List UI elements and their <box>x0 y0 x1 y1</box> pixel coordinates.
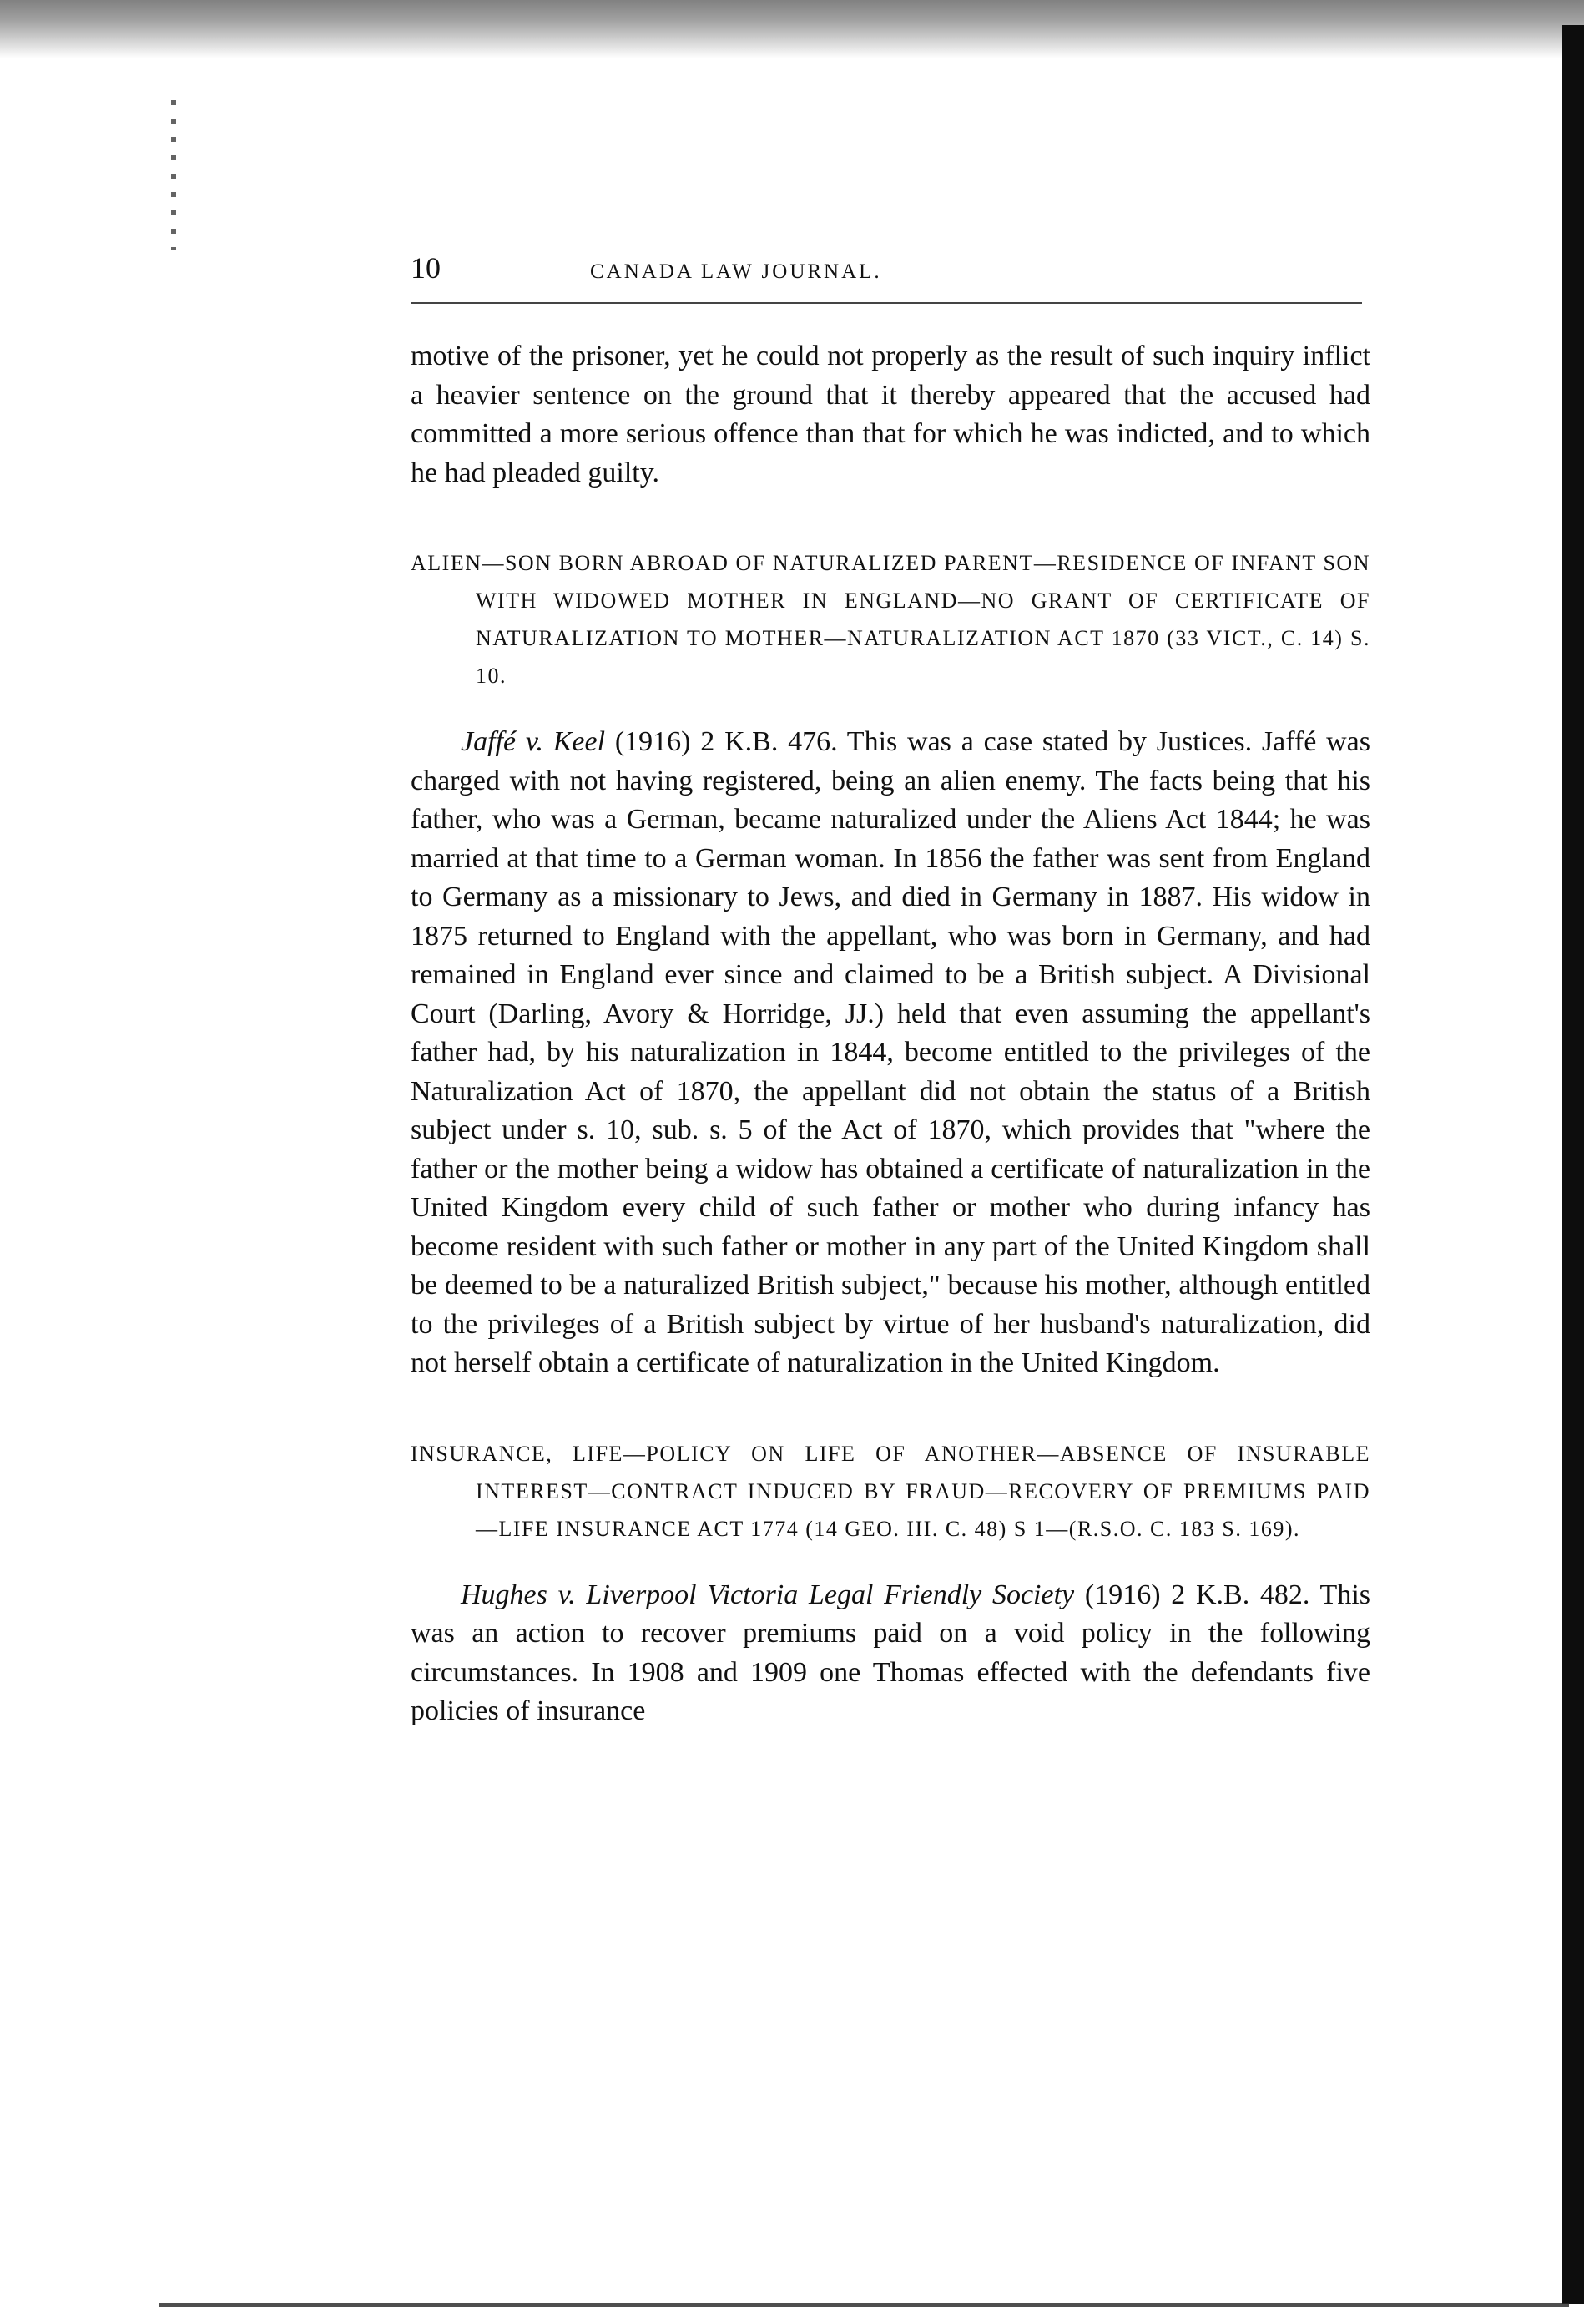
page-header <box>411 250 1370 297</box>
case-name: Hughes v. Liverpool Victoria Legal Friendly Society <box>461 1579 1075 1610</box>
headnote-alien: ALIEN—SON BORN ABROAD OF NATURALIZED PARENT—RESIDENCE OF INFANT SON WITH WIDOWED MOTHER IN ENGLAND—NO GRANT OF CERTIFICATE OF NATURALIZATION TO MOTHER—NATURALIZATION ACT 1870 (33 VICT., C. 14) S. 10. <box>411 551 1370 688</box>
scan-bottom-edge <box>159 2303 1569 2307</box>
journal-page <box>411 250 1370 1731</box>
scan-top-shadow <box>0 0 1584 58</box>
case-summary-jaffe <box>411 723 1370 1383</box>
header-rule <box>411 302 1362 304</box>
case-text: (1916) 2 K.B. 476. This was a case stated by Justices. Jaffé was charged with not having registered, being an alien enemy. The facts being that his father, who was a German, became naturalized under the Aliens Act 1844; he was married at that time to a German woman. In 1856 the father was sent from England to Germany as a missionary to Jews, and died in Germany in 1887. His widow in 1875 returned to England with the appellant, who was born in Germany, and had remained in England ever since and claimed to be a British subject. A Divisional Court (Darling, Avory & Horridge, JJ.) held that even assuming the appellant's father had, by his naturalization in 1844, become entitled to the privileges of the Naturalization Act of 1870, the appellant did not obtain the status of a British subject under s. 10, sub. s. 5 of the Act of 1870, which provides that "where the father or the mother being a widow has obtained a certificate of naturalization in the United Kingdom every child of such father or mother who during infancy has become resident with such father or mother in any part of the United Kingdom shall be deemed to be a naturalized British subject," because his mother, although entitled to the privileges of a British subject by virtue of her husband's naturalization, did not herself obtain a certificate of naturalization in the United Kingdom. <box>411 726 1370 1378</box>
page-number: 10 <box>411 251 441 285</box>
case-text: (1916) 2 K.B. 482. This was an action to recover premiums paid on a void policy in the following circumstances. In 1908 and 1909 one Thomas effected with the defendants five policies of insurance <box>411 1579 1370 1726</box>
headnote-insurance: INSURANCE, LIFE—POLICY ON LIFE OF ANOTHER—ABSENCE OF INSURABLE INTEREST—CONTRACT INDUCED BY FRAUD—RECOVERY OF PREMIUMS PAID—LIFE INSURANCE ACT 1774 (14 GEO. III. C. 48) S 1—(R.S.O. C. 183 S. 169). <box>411 1441 1370 1541</box>
scan-right-edge <box>1562 25 1584 2304</box>
running-head: CANADA LAW JOURNAL. <box>590 260 882 283</box>
scan-left-specks <box>171 100 176 250</box>
case-summary-hughes <box>411 1576 1370 1731</box>
case-name: Jaffé v. Keel <box>461 726 606 757</box>
opening-paragraph: motive of the prisoner, yet he could not properly as the result of such inquiry inflict a heavier sentence on the ground that it thereby appeared that the accused had committed a more serious offence than that for which he was indicted, and to which he had pleaded guilty. <box>411 341 1370 488</box>
